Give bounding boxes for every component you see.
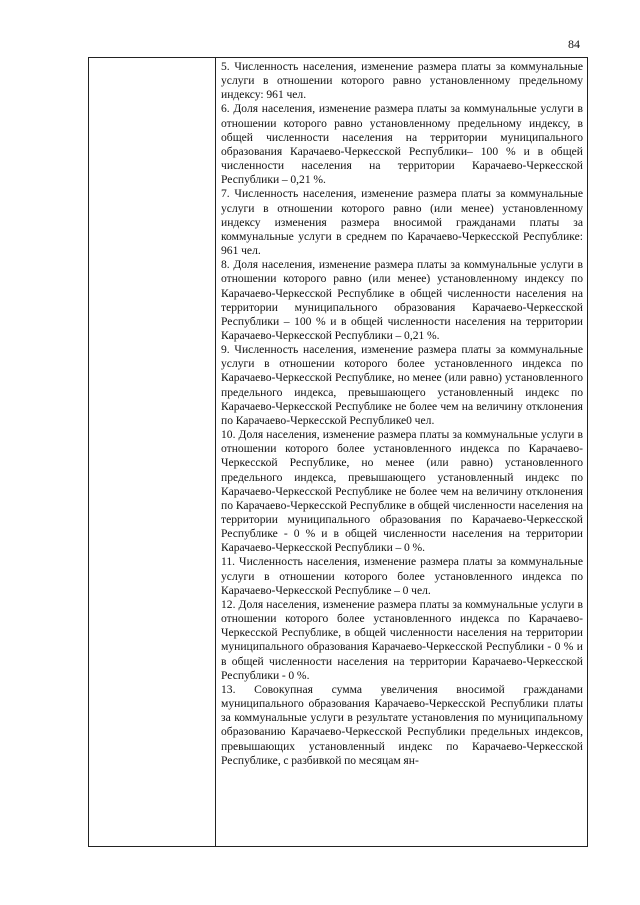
- paragraph-item-9: 9. Численность населения, изменение размера платы за коммунальные услуги в отношении которого более установленного индекса по Карачаево-Черкесской Республике, но менее (или равно) установленного предельного индекса, превышающего установленный индекс по Карачаево-Черкесской Республике не более чем на величину отклонения по Карачаево-Черкесской Республике0 чел.: [221, 343, 583, 427]
- table-left-column: [89, 58, 216, 846]
- paragraph-item-13: 13. Совокупная сумма увеличения вносимой гражданами муниципального образования Карачаево-Черкесской Республики платы за коммунальные услуги в результате установления по муниципальному образованию Карачаево-Черкесской Республики предельных индексов, превышающих установленный индекс по Карачаево-Черкесской Республике, с разбивкой по месяцам ян-: [221, 682, 583, 767]
- paragraph-item-5: 5. Численность населения, изменение размера платы за коммунальные услуги в отношении которого равно установленному предельному индексу: 961 чел.: [221, 60, 583, 102]
- document-table: [88, 57, 588, 847]
- paragraph-item-11: 11. Численность населения, изменение размера платы за коммунальные услуги в отношении которого более установленного индекса по Карачаево-Черкесской Республике – 0 чел.: [221, 555, 583, 597]
- paragraph-item-8: 8. Доля населения, изменение размера платы за коммунальные услуги в отношении которого равно (или менее) установленному индексу по Карачаево-Черкесской Республике в общей численности населения на территории муниципального образования Карачаево-Черкесской Республики – 100 % и в общей численности населения на территории Карачаево-Черкесской Республики – 0,21 %.: [221, 258, 583, 342]
- paragraph-item-10: 10. Доля населения, изменение размера платы за коммунальные услуги в отношении которого более установленного индекса по Карачаево-Черкесской Республике, но менее (или равно) установленного предельного индекса, превышающего установленный индекс по Карачаево-Черкесской Республике не более чем на величину отклонения по Карачаево-Черкесской Республике в общей численности населения на территории муниципального образования по Карачаево-Черкесской Республике - 0 % и в общей численности населения на территории Карачаево-Черкесской Республики – 0 %.: [221, 428, 583, 555]
- paragraph-item-6: 6. Доля населения, изменение размера платы за коммунальные услуги в отношении которого равно установленному предельному индексу, в общей численности населения на территории муниципального образования Карачаево-Черкесской Республики– 100 % и в общей численности населения на территории Карачаево-Черкесской Республики – 0,21 %.: [221, 102, 583, 187]
- paragraph-item-7: 7. Численность населения, изменение размера платы за коммунальные услуги в отношении которого равно (или менее) установленному индексу изменения размера вносимой гражданами платы за коммунальные услуги в среднем по Карачаево-Черкесской Республике: 961 чел.: [221, 187, 583, 258]
- table-right-column: [221, 60, 583, 846]
- page-number: 84: [568, 37, 580, 51]
- paragraph-item-12: 12. Доля населения, изменение размера платы за коммунальные услуги в отношении которого более установленного индекса по Карачаево-Черкесской Республике, в общей численности населения на территории муниципального образования Карачаево-Черкесской Республики - 0 % и в общей численности населения на территории Карачаево-Черкесской Республики - 0 %.: [221, 597, 583, 682]
